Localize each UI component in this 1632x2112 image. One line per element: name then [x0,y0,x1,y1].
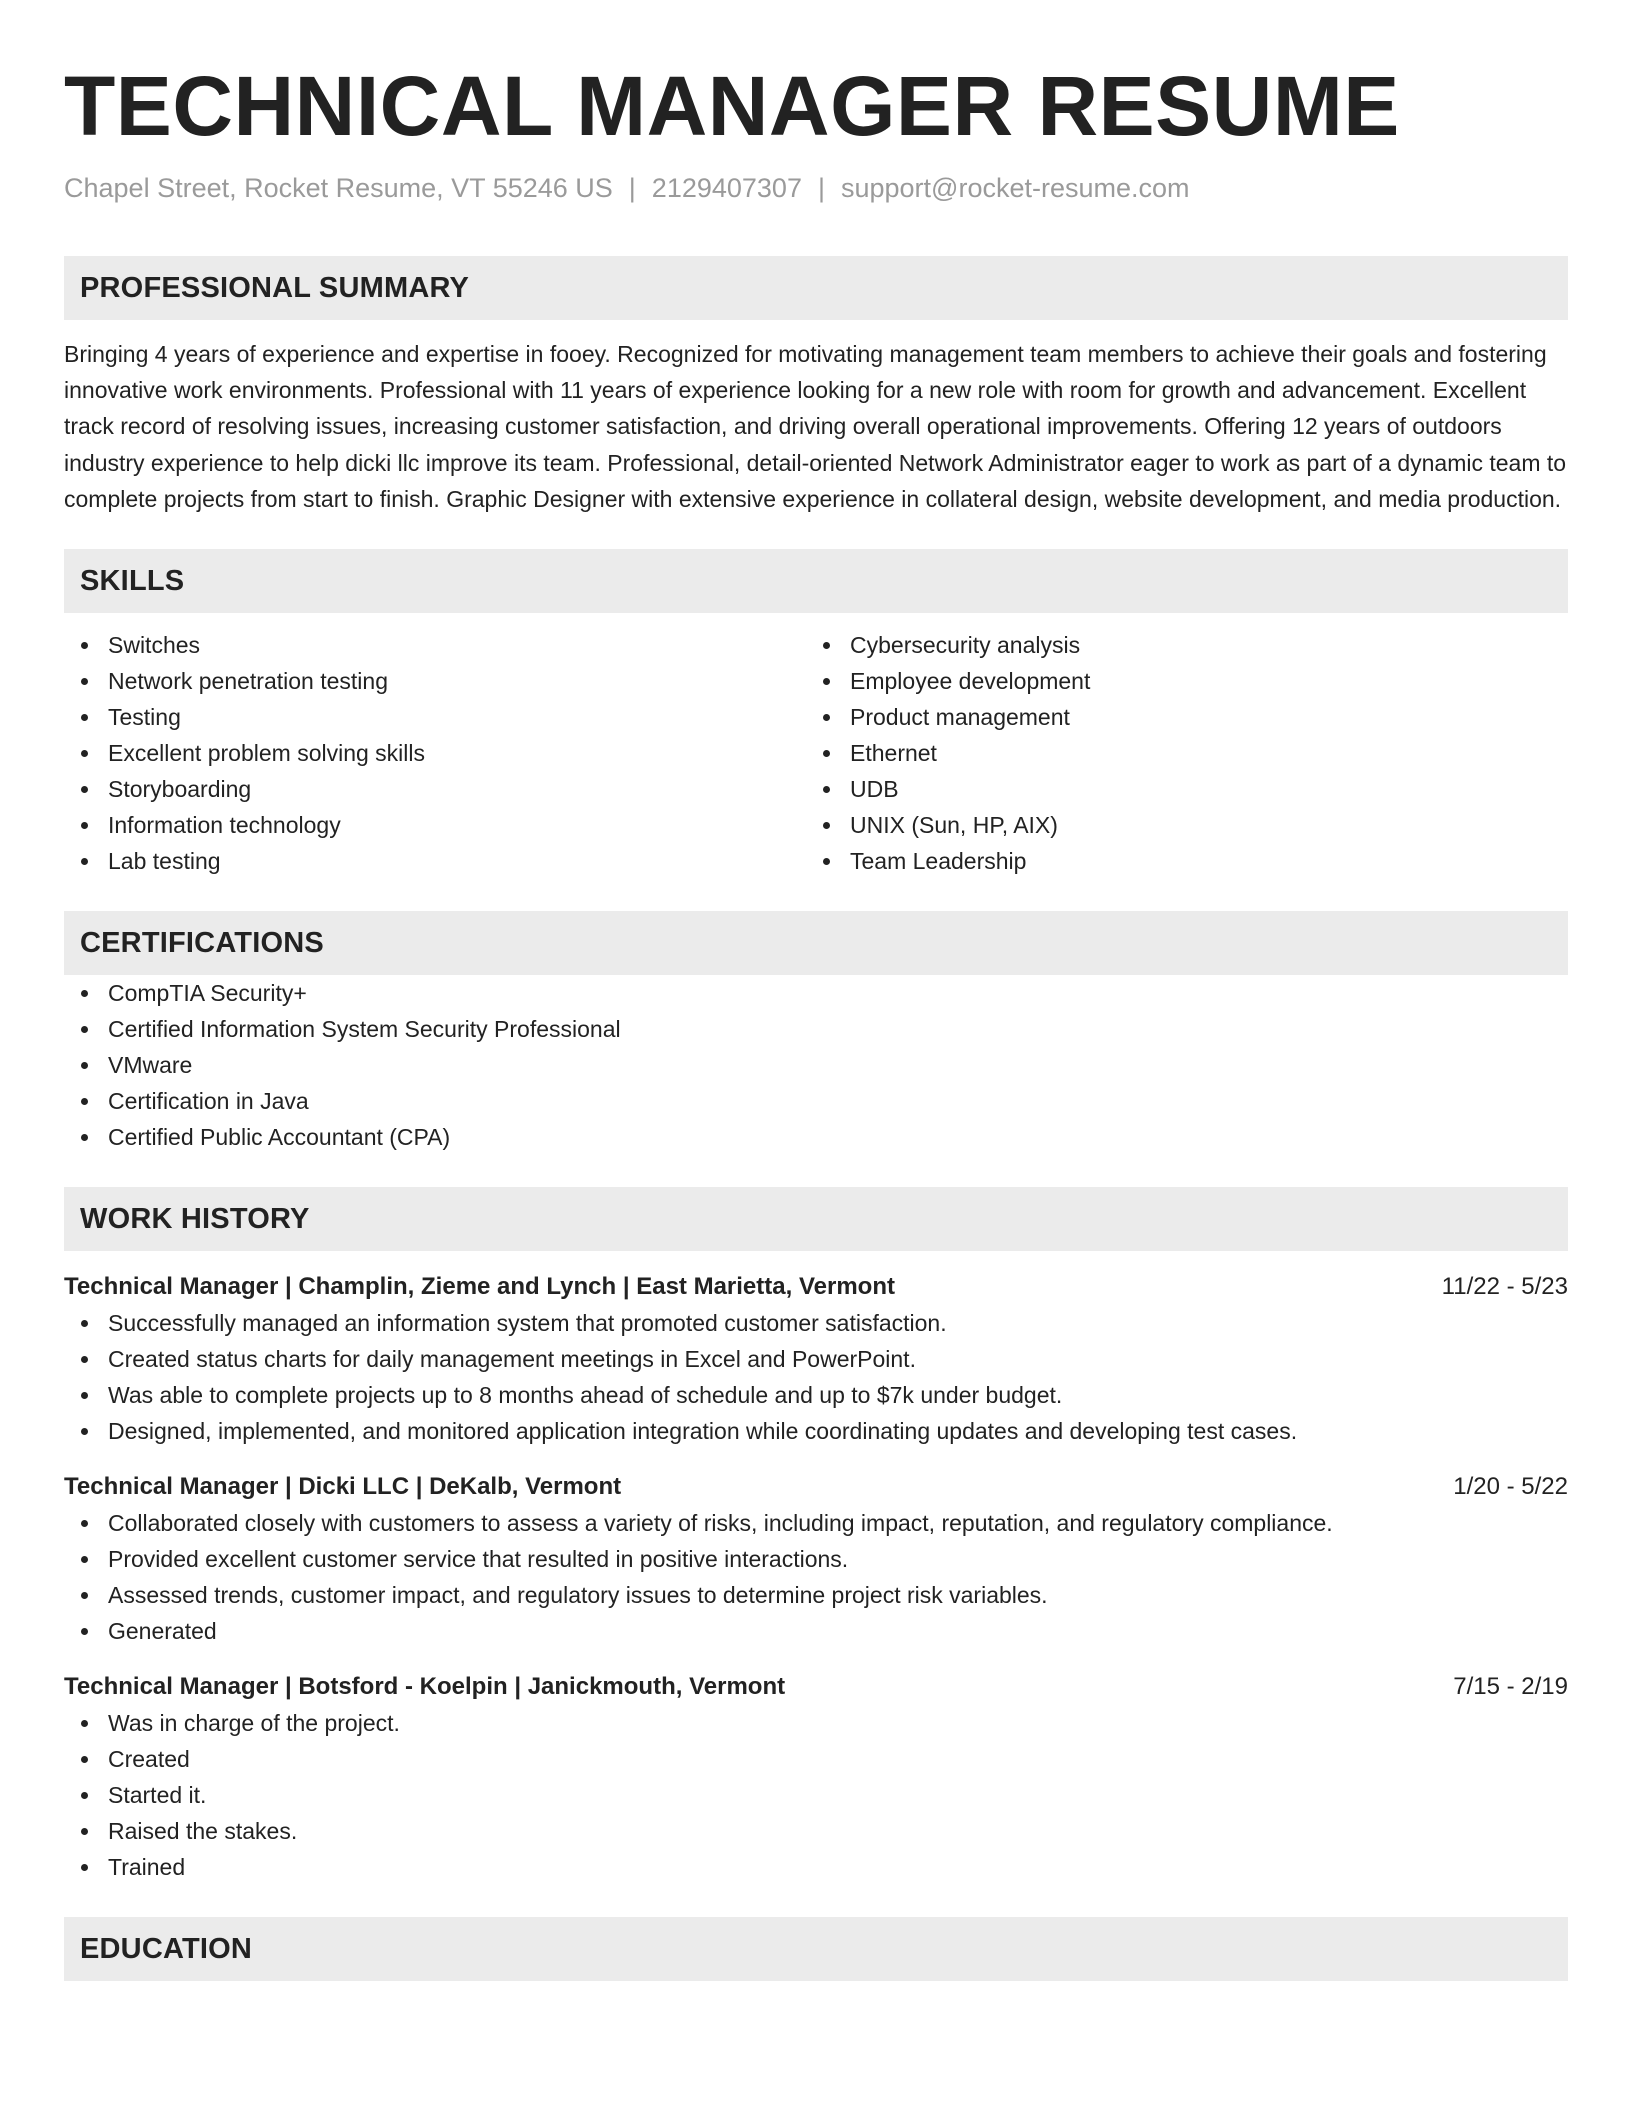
work-history-section-title: WORK HISTORY [80,1202,310,1235]
certification-item: Certified Information System Security Professional [64,1011,1568,1047]
certifications-list [64,975,1568,1155]
education-section-title: EDUCATION [80,1932,253,1965]
certifications-section-header [64,911,1568,975]
contact-phone: 2129407307 [651,173,802,203]
certification-item: Certification in Java [64,1083,1568,1119]
skills-list-right [806,627,1548,879]
skills-section-title: SKILLS [80,564,185,597]
skill-item: Lab testing [64,843,806,879]
job-bullet: Collaborated closely with customers to assess a variety of risks, including impact, reputation, and regulatory compliance. [64,1505,1568,1541]
skill-item: UNIX (Sun, HP, AIX) [806,807,1548,843]
job-heading: Technical Manager | Dicki LLC | DeKalb, Vermont [64,1473,622,1501]
education-section-header [64,1917,1568,1981]
summary-section-title: PROFESSIONAL SUMMARY [80,271,470,304]
job-bullet: Successfully managed an information system that promoted customer satisfaction. [64,1305,1568,1341]
job-bullet: Created status charts for daily management meetings in Excel and PowerPoint. [64,1341,1568,1377]
job-entry [64,1269,1568,1449]
skill-item: Network penetration testing [64,663,806,699]
resume-title: TECHNICAL MANAGER RESUME [64,59,1400,153]
job-entry [64,1469,1568,1649]
job-heading: Technical Manager | Champlin, Zieme and Lynch | East Marietta, Vermont [64,1273,895,1301]
certification-item: CompTIA Security+ [64,975,1568,1011]
contact-separator: | [817,173,825,203]
skill-item: Information technology [64,807,806,843]
resume-page [64,0,1568,1981]
job-entry [64,1669,1568,1885]
skills-list-left [64,627,806,879]
job-dates: 7/15 - 2/19 [1453,1673,1568,1701]
job-bullet: Assessed trends, customer impact, and regulatory issues to determine project risk variables. [64,1577,1568,1613]
work-history-section-header [64,1187,1568,1251]
skill-item: Cybersecurity analysis [806,627,1548,663]
certifications-section-title: CERTIFICATIONS [80,926,324,959]
certification-item: VMware [64,1047,1568,1083]
skill-item: Ethernet [806,735,1548,771]
skill-item: Team Leadership [806,843,1548,879]
skill-item: Employee development [806,663,1548,699]
skills-section-header [64,549,1568,613]
skill-item: Switches [64,627,806,663]
job-bullet-list [64,1305,1568,1449]
contact-line [64,170,1568,206]
job-bullet: Raised the stakes. [64,1813,1568,1849]
job-dates: 11/22 - 5/23 [1441,1273,1568,1301]
skills-columns [64,627,1568,879]
job-bullet-list [64,1705,1568,1885]
job-header [64,1269,1568,1305]
job-dates: 1/20 - 5/22 [1453,1473,1568,1501]
job-header [64,1669,1568,1705]
job-header [64,1469,1568,1505]
skill-item: Product management [806,699,1548,735]
job-bullet: Generated [64,1613,1568,1649]
job-bullet: Designed, implemented, and monitored application integration while coordinating updates and developing test cases. [64,1413,1568,1449]
skill-item: UDB [806,771,1548,807]
contact-separator: | [628,173,636,203]
job-bullet: Created [64,1741,1568,1777]
summary-text: Bringing 4 years of experience and expertise in fooey. Recognized for motivating management team members to achieve their goals and fostering innovative work environments. Professional with 11 years of experience looking for a new role with room for growth and advancement. Excellent track record of resolving issues, increasing customer satisfaction, and driving overall operational improvements. Offering 12 years of outdoors industry experience to help dicki llc improve its team. Professional, detail-oriented Network Administrator eager to work as part of a dynamic team to complete projects from start to finish. Graphic Designer with extensive experience in collateral design, website development, and media production. [64,341,1567,512]
job-bullet: Was able to complete projects up to 8 months ahead of schedule and up to $7k under budget. [64,1377,1568,1413]
skill-item: Storyboarding [64,771,806,807]
summary-section-header [64,256,1568,320]
certification-item: Certified Public Accountant (CPA) [64,1119,1568,1155]
contact-address: Chapel Street, Rocket Resume, VT 55246 US [64,173,613,203]
job-bullet: Was in charge of the project. [64,1705,1568,1741]
job-bullet: Trained [64,1849,1568,1885]
job-bullet: Started it. [64,1777,1568,1813]
skill-item: Excellent problem solving skills [64,735,806,771]
contact-email: support@rocket-resume.com [840,173,1190,203]
job-bullet-list [64,1505,1568,1649]
skill-item: Testing [64,699,806,735]
job-heading: Technical Manager | Botsford - Koelpin | Janickmouth, Vermont [64,1673,786,1701]
job-bullet: Provided excellent customer service that resulted in positive interactions. [64,1541,1568,1577]
